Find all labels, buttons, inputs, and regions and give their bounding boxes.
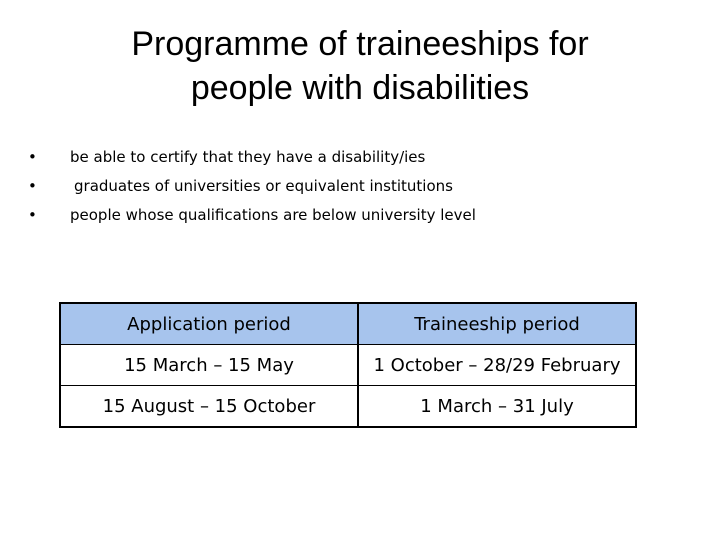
bullet-item <box>28 146 688 175</box>
header-traineeship-period: Traineeship period <box>358 303 636 345</box>
bullet-item <box>28 175 688 204</box>
title-line-2: people with disabilities <box>190 69 530 107</box>
eligibility-bullet-list <box>28 146 688 233</box>
table-cell: 1 October – 28/29 February <box>358 345 636 386</box>
bullet-text: be able to certify that they have a disability/ies <box>70 148 426 166</box>
bullet-item <box>28 204 688 233</box>
bullet-dot-icon: • <box>28 177 37 195</box>
table-row <box>60 345 636 386</box>
title-line-1: Programme of traineeships for <box>131 25 589 63</box>
table-cell: 1 March – 31 July <box>358 386 636 428</box>
table-row <box>60 386 636 428</box>
slide-title <box>60 22 660 110</box>
bullet-text: people whose qualifications are below university level <box>70 206 476 224</box>
table-header-row <box>60 303 636 345</box>
bullet-dot-icon: • <box>28 206 37 224</box>
table-cell: 15 March – 15 May <box>60 345 358 386</box>
header-application-period: Application period <box>60 303 358 345</box>
bullet-text: graduates of universities or equivalent institutions <box>74 177 453 195</box>
table-cell: 15 August – 15 October <box>60 386 358 428</box>
periods-table <box>59 302 637 428</box>
bullet-dot-icon: • <box>28 148 37 166</box>
